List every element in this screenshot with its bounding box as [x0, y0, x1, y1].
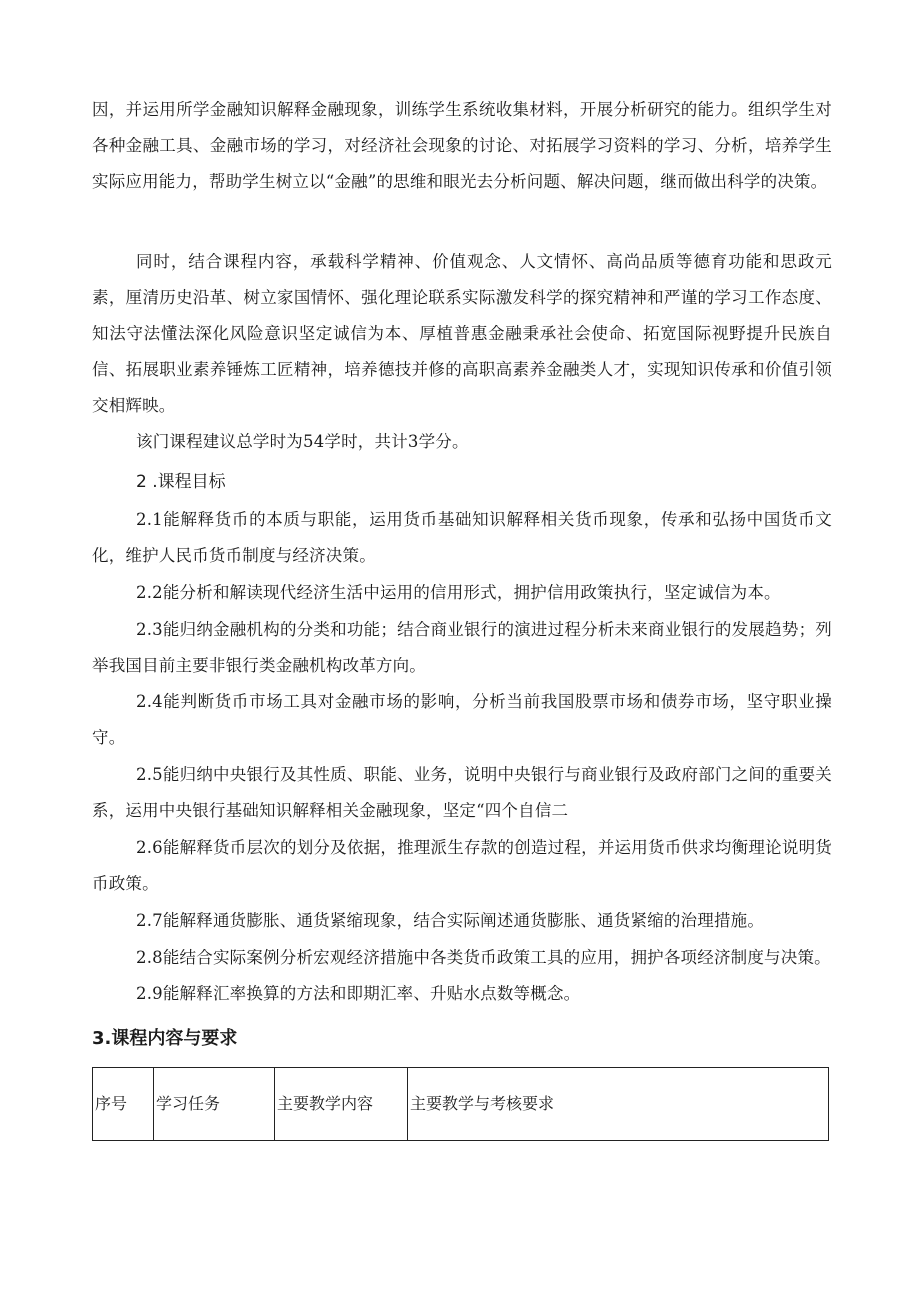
goal-item: 2.3能归纳金融机构的分类和功能；结合商业银行的演进过程分析未来商业银行的发展趋势；列举我国目前主要非银行类金融机构改革方向。 — [92, 620, 832, 675]
goal-item: 2.6能解释货币层次的划分及依据，推理派生存款的创造过程，并运用货币供求均衡理论说明货币政策。 — [92, 838, 832, 893]
goal-item: 2.7能解释通货膨胀、通货紧缩现象，结合实际阐述通货膨胀、通货紧缩的治理措施。 — [136, 911, 765, 930]
table-header-cell: 主要教学内容 — [275, 1068, 408, 1141]
goal-item: 2.2能分析和解读现代经济生活中运用的信用形式，拥护信用政策执行，坚定诚信为本。 — [136, 583, 781, 602]
goal-item: 2.8能结合实际案例分析宏观经济措施中各类货币政策工具的应用，拥护各项经济制度与决策。 — [136, 948, 831, 967]
section-heading-course-content: 3.课程内容与要求 — [92, 1028, 238, 1049]
paragraph-credit-hours: 该门课程建议总学时为54学时，共计3学分。 — [136, 432, 469, 451]
table-header-cell: 学习任务 — [154, 1068, 275, 1141]
table-header-cell: 序号 — [93, 1068, 154, 1141]
paragraph-objectives-continued: 因，并运用所学金融知识解释金融现象，训练学生系统收集材料，开展分析研究的能力。组织学生对各种金融工具、金融市场的学习，对经济社会现象的讨论、对拓展学习资料的学习、分析，培养学生实际应用能力，帮助学生树立以“金融”的思维和眼光去分析问题、解决问题，继而做出科学的决策。 — [92, 100, 832, 191]
goal-item: 2.4能判断货币市场工具对金融市场的影响，分析当前我国股票市场和债券市场，坚守职业操守。 — [92, 692, 832, 747]
goal-item: 2.5能归纳中央银行及其性质、职能、业务，说明中央银行与商业银行及政府部门之间的重要关系，运用中央银行基础知识解释相关金融现象，坚定“四个自信二 — [92, 765, 832, 820]
course-content-table — [92, 1067, 829, 1141]
goal-item: 2.9能解释汇率换算的方法和即期汇率、升贴水点数等概念。 — [136, 984, 581, 1003]
paragraph-ideological-elements: 同时，结合课程内容，承载科学精神、价值观念、人文情怀、高尚品质等德育功能和思政元素，厘清历史沿革、树立家国情怀、强化理论联系实际激发科学的探究精神和严谨的学习工作态度、知法守法懂法深化风险意识坚定诚信为本、厚植普惠金融秉承社会使命、拓宽国际视野提升民族自信、拓展职业素养锤炼工匠精神，培养德技并修的高职高素养金融类人才，实现知识传承和价值引领交相辉映。 — [92, 252, 832, 415]
goal-item: 2.1能解释货币的本质与职能，运用货币基础知识解释相关货币现象，传承和弘扬中国货币文化，维护人民币货币制度与经济决策。 — [92, 510, 832, 565]
table-header-cell: 主要教学与考核要求 — [408, 1068, 829, 1141]
section-heading-course-goals: 2 .课程目标 — [136, 472, 226, 492]
table-header-row — [93, 1068, 829, 1141]
